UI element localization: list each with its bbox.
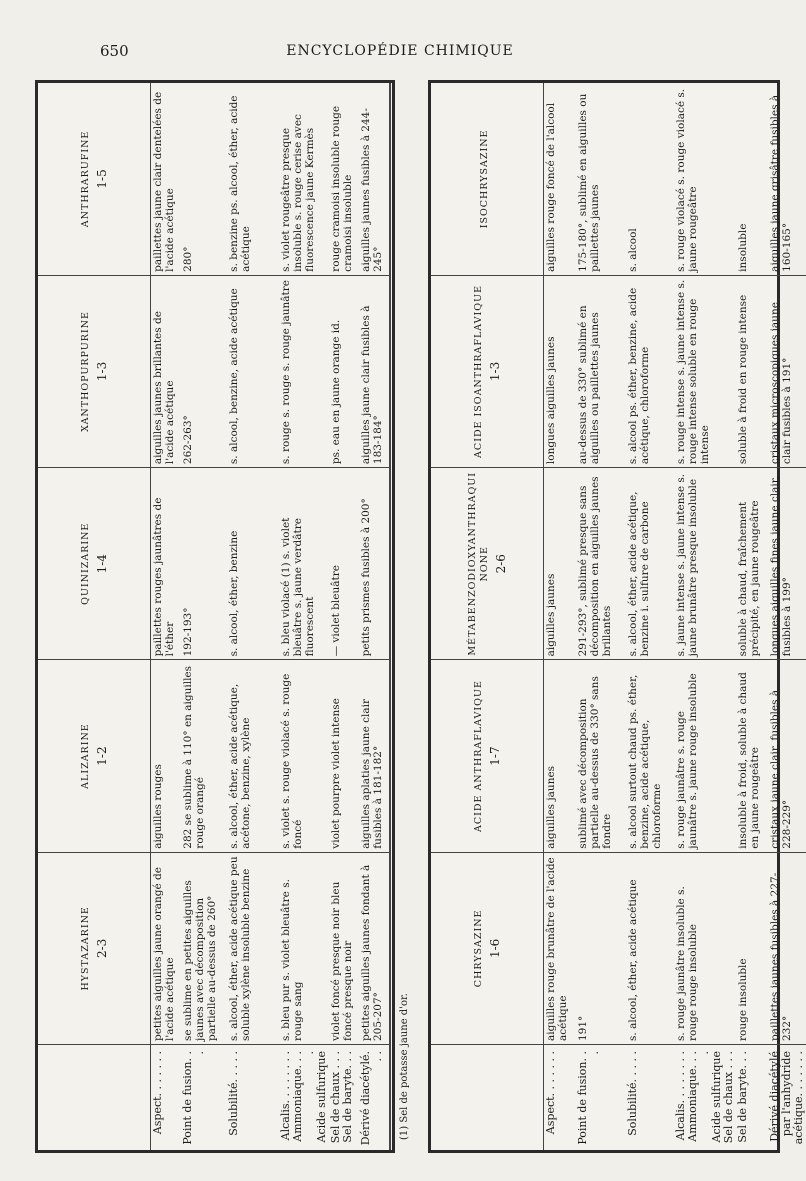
property-label: Dérivé diacétylé. . . [358,1051,384,1146]
table-cell: soluble à chaud, fraîchement précipité, en jaune rougeâtre [736,468,768,660]
substitution-position: 1-4 [95,554,109,574]
table-cell: s. alcool, éther, acide acétique, acétone, benzine, xylène [227,660,279,852]
table-cell: s. alcool, éther, acide acétique [626,852,674,1044]
table-cell: se sublime en petites aiguilles jaunes avec décomposition partielle au-dessus de 260° [181,852,227,1044]
table-cell: s. rouge intense s. jaune intense s. rouge intense soluble en rouge intense [674,275,736,467]
table-row [181,83,227,1150]
table-cell: s. benzine ps. alcool, éther, acide acétique [227,83,279,275]
property-label: Acide sulfurique [314,1051,328,1143]
table-cell: aiguilles aplaties jaune clair fusibles à 181-182° [359,660,389,852]
table-cell: 175-180°, sublimé en aiguilles ou paillettes jaunes [576,83,626,275]
table-cell: aiguilles jaune clair fusibles à 183-184° [359,275,389,467]
column-header [431,852,544,1044]
column-header [431,660,544,852]
property-label-cell [768,1045,806,1151]
table-cell: longues aiguilles fines jaune clair, fusibles à 199° [768,468,806,660]
table-cell: aiguilles jaunes fusibles à 244-245° [359,83,389,275]
compound-name: ISOCHRYSAZINE [479,129,490,229]
compound-name: ALIZARINE [80,723,91,789]
page-header [0,42,800,66]
table-cell: 191° [576,852,626,1044]
table-cell: aiguilles jaune grisâtre fusibles à 160-165° [768,83,806,275]
table-cell: petits prismes fusibles à 200° [359,468,389,660]
table-cell: cristaux microscopiques jaune clair fusibles à 191° [768,275,806,467]
column-header [431,468,544,660]
substitution-position: 2-3 [95,938,109,959]
page-number: 650 [100,42,129,60]
table-cell: ps. eau en jaune orange id. [329,275,359,467]
column-header [38,468,151,660]
table-cell: s. violet s. rouge violacé s. rouge foncé [279,660,329,852]
table-cell: aiguilles rouges [151,660,181,852]
table-cell: paillettes rouges jaunâtres de l'éther [151,468,181,660]
property-label-cell [359,1045,389,1151]
compound-name: HYSTAZARINE [80,906,91,991]
running-title: ENCYCLOPÉDIE CHIMIQUE [286,43,514,59]
property-label: Sel de chaux . . . [328,1051,342,1144]
header-row [431,83,544,1150]
table-cell: s. alcool, benzine, acide acétique [227,275,279,467]
table-cell: aiguilles jaunes brillantes de l'acide acétique [151,275,181,467]
table-cell: cristaux jaune clair, fusibles à 228-229° [768,660,806,852]
property-label: Alcalis. . . . . . . . [278,1051,292,1141]
compound-name: ANTHRARUFINE [80,130,91,228]
table-row [626,83,674,1150]
table-cell: violet foncé presque noir bleu foncé presque noir [329,852,359,1044]
column-header [38,275,151,467]
substitution-position: 1-7 [488,746,502,766]
table-cell: s. violet rougeâtre presque insoluble s. rouge cerise avec fluorescence jaune Kermès [279,83,329,275]
property-label-cell [329,1045,359,1151]
table-cell: insoluble [736,83,768,275]
column-header [38,83,151,275]
table-cell: sublimé avec décomposition partielle au-dessus de 330° sans fondre [576,660,626,852]
property-label-cell [736,1045,768,1151]
header-blank [431,1045,544,1151]
table-cell: aiguilles jaunes [544,468,576,660]
property-label: Aspect. . . . . . . [544,1051,557,1135]
table-cell: au-dessus de 330° sublimé en aiguilles ou paillettes jaunes [576,275,626,467]
table-cell: s. alcool ps. éther, benzine, acide acétique, chloroforme [626,275,674,467]
table-cell: s. alcool surtout chaud ps. éther, benzine, acide acétique, chloroforme [626,660,674,852]
table-cell: s. bleu violacé (1) s. violet bleuâtre s. jaune verdâtre fluorescent [279,468,329,660]
property-label: Acide sulfurique [709,1051,723,1143]
property-label-cell [227,1045,279,1151]
table-panel-left [35,80,410,1153]
table-row [151,83,181,1150]
compound-name: CHRYSAZINE [473,909,484,988]
compound-name: ACIDE ANTHRAFLAVIQUE [473,680,484,833]
compound-name: QUINIZARINE [80,522,91,605]
properties-table-2 [431,83,806,1150]
table-cell: s. alcool, éther, acide acétique, benzine i. sulfure de carbone [626,468,674,660]
table-row [329,83,359,1150]
table-row [544,83,576,1150]
table-cell: s. rouge jaunâtre insoluble s. rouge rouge insoluble [674,852,736,1044]
table-cell: paillettes jaunes fusibles à 227-232° [768,852,806,1044]
table-panel-right [428,80,805,1153]
property-label: Point de fusion. . . [575,1051,601,1145]
property-label-cell [674,1045,736,1151]
column-header [431,275,544,467]
table-cell: petites aiguilles jaune orangé de l'acide acétique [151,852,181,1044]
table-cell: aiguilles rouge foncé de l'alcool [544,83,576,275]
table-cell: soluble à froid en rouge intense [736,275,768,467]
substitution-position: 1-3 [488,361,502,382]
property-label-cell [626,1045,674,1151]
table-row [674,83,736,1150]
table-row [768,83,806,1150]
substitution-position: 1-3 [95,361,109,382]
substitution-position: 1-2 [95,746,109,766]
property-label: Sel de baryte. . . [735,1051,749,1143]
substitution-position: 1-6 [488,938,502,959]
table-cell: aiguilles jaunes [544,660,576,852]
property-label: Sel de baryte. . . [340,1051,354,1143]
property-label: Point de fusion. . . [180,1051,206,1145]
table-cell: s. bleu pur s. violet bleuâtre s. rouge sang [279,852,329,1044]
table-cell: rouge insoluble [736,852,768,1044]
table-cell: s. alcool [626,83,674,275]
property-label: Sel de chaux . . . [721,1051,735,1144]
table-cell: 282 se sublime à 110° en aiguilles rouge orangé [181,660,227,852]
table-cell: s. alcool, éther, acide acétique peu soluble xylène insoluble benzine [227,852,279,1044]
table-cell: 262-263° [181,275,227,467]
compound-name: ACIDE ISOANTHRAFLAVIQUE [473,284,484,458]
table-cell: insoluble à froid, soluble à chaud en jaune rougeâtre [736,660,768,852]
header-row [38,83,151,1150]
table-cell: rouge cramoisi insoluble rouge cramoisi insoluble [329,83,359,275]
table-row [359,83,389,1150]
property-label: Solubilité. . . . . [625,1051,639,1136]
table-cell: violet pourpre violet intense [329,660,359,852]
table-row [227,83,279,1150]
table-cell: longues aiguilles jaunes [544,275,576,467]
table-cell: s. rouge jaunâtre s. rouge jaunâtre s. jaune rouge insoluble [674,660,736,852]
column-header [38,660,151,852]
table-cell: 192-193° [181,468,227,660]
table-row [736,83,768,1150]
table-cell: aiguilles rouge brunâtre de l'acide acétique [544,852,576,1044]
property-label-cell [576,1045,626,1151]
table-row [576,83,626,1150]
substitution-position: 2-6 [494,554,508,574]
property-label-cell [544,1045,576,1151]
table-cell: — violet bleuâtre [329,468,359,660]
substitution-position: 1-5 [95,169,109,189]
property-label-cell [181,1045,227,1151]
table-cell: petites aiguilles jaunes fondant à 205-207° [359,852,389,1044]
property-label-cell [279,1045,329,1151]
compound-name: MÉTABENZODIOXYANTHRAQUINONE [467,471,490,656]
property-label-cell [151,1045,181,1151]
compound-name: XANTHOPURPURINE [80,311,91,432]
property-label: Dérivé diacétylé par l'anhydride acétique. . . . . . . [767,1051,805,1145]
table-cell: 291-293°, sublimé presque sans décomposition en aiguilles jaunes brillantes [576,468,626,660]
column-header [431,83,544,275]
table-cell: paillettes jaune clair dentelées de l'acide acétique [151,83,181,275]
property-label: Ammoniaque. . . . [290,1051,316,1142]
table-row [279,83,329,1150]
footnote: (1) Sel de potasse jaune d'or. [389,83,427,1150]
column-header [38,852,151,1044]
properties-table-1 [38,83,389,1150]
property-label: Ammoniaque. . . . [685,1051,711,1142]
header-blank [38,1045,151,1151]
table-cell: s. alcool, éther, benzine [227,468,279,660]
property-label: Solubilité. . . . . [226,1051,240,1136]
table-cell: s. rouge s. rouge s. rouge jaunâtre [279,275,329,467]
table-cell: s. rouge violacé s. rouge violacé s. jaune rougeâtre [674,83,736,275]
table-cell: s. jaune intense s. jaune intense s. jaune brunâtre presque insoluble [674,468,736,660]
property-label: Alcalis. . . . . . . . [673,1051,687,1141]
table-cell: 280° [181,83,227,275]
property-label: Aspect. . . . . . . [151,1051,164,1135]
